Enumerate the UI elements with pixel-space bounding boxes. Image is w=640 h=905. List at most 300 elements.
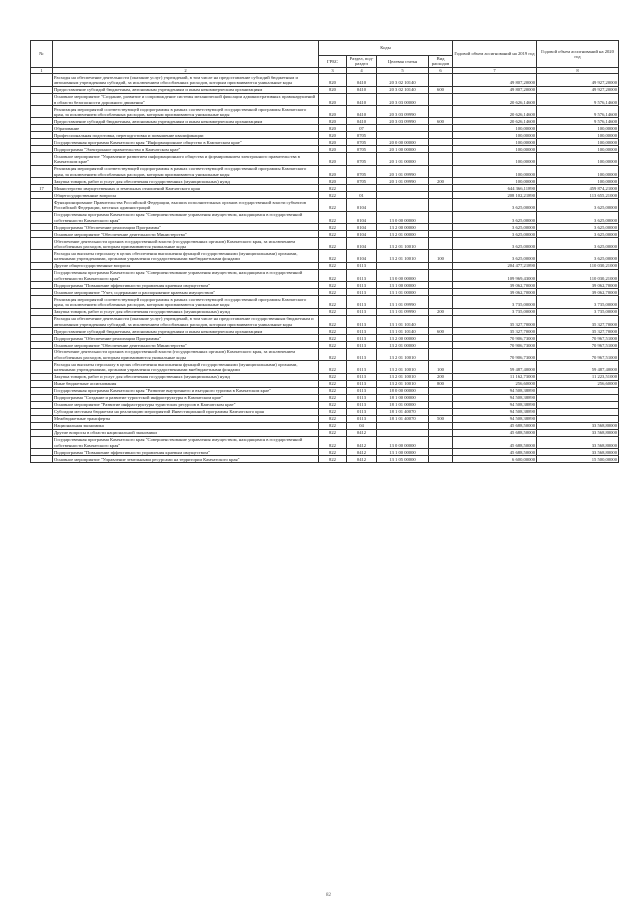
- row-grbs: 820: [319, 86, 347, 93]
- row-sum-2019: 59 487,40000: [453, 361, 537, 373]
- table-row: [31, 456, 619, 463]
- row-expense-type: [429, 237, 453, 249]
- row-number: [31, 153, 53, 165]
- table-row: [31, 415, 619, 422]
- row-sum-2020: 9 576,14600: [537, 118, 619, 125]
- row-name: Предоставление субсидий бюджетным, автономным учреждениям и иным некоммерческим организациям: [53, 327, 319, 334]
- row-target-article: 13 0 00 00000: [377, 436, 429, 448]
- row-sum-2020: 3 625,00000: [537, 199, 619, 211]
- row-number: [31, 429, 53, 436]
- row-grbs: 822: [319, 449, 347, 456]
- row-grbs: 820: [319, 125, 347, 132]
- row-expense-type: [429, 456, 453, 463]
- row-sum-2019: 39 062,70000: [453, 282, 537, 289]
- row-name: Государственная программа Камчатского края "Информационное общество в Камчатском крае": [53, 139, 319, 146]
- row-target-article: 20 3 03 09990: [377, 106, 429, 118]
- row-name: Функционирование Правительства Российской Федерации, высших исполнительных органов государственной власти субъектов Российской Федерации, местных администраций: [53, 199, 319, 211]
- table-row: [31, 334, 619, 341]
- row-grbs: 822: [319, 422, 347, 429]
- row-number: [31, 199, 53, 211]
- row-expense-type: [429, 341, 453, 348]
- row-sum-2019: 94 508,38890: [453, 401, 537, 408]
- row-grbs: 820: [319, 93, 347, 105]
- row-section: 0705: [347, 139, 377, 146]
- row-sum-2020: 110 030,21000: [537, 269, 619, 281]
- row-name: Другие вопросы в области национальной экономики: [53, 429, 319, 436]
- row-sum-2019: 644 366,11890: [453, 185, 537, 192]
- row-sum-2020: [537, 408, 619, 415]
- row-expense-type: [429, 106, 453, 118]
- row-grbs: 822: [319, 315, 347, 327]
- row-section: 0113: [347, 401, 377, 408]
- row-expense-type: 200: [429, 308, 453, 315]
- row-number: [31, 394, 53, 401]
- row-grbs: 820: [319, 74, 347, 86]
- row-name: Подпрограмма "Создание и развитие туристской инфраструктуры в Камчатском крае": [53, 394, 319, 401]
- row-grbs: 822: [319, 296, 347, 308]
- row-section: 0113: [347, 262, 377, 269]
- row-number: [31, 334, 53, 341]
- row-sum-2020: 33 568,80000: [537, 449, 619, 456]
- row-number: [31, 436, 53, 448]
- row-section: 0113: [347, 373, 377, 380]
- table-row: [31, 93, 619, 105]
- row-grbs: 820: [319, 106, 347, 118]
- row-section: 0113: [347, 361, 377, 373]
- row-section: 0104: [347, 211, 377, 223]
- row-expense-type: [429, 429, 453, 436]
- row-sum-2020: 49 927,20000: [537, 74, 619, 86]
- row-sum-2019: 45 688,50000: [453, 422, 537, 429]
- row-section: 0104: [347, 223, 377, 230]
- row-sum-2019: 94 508,38890: [453, 408, 537, 415]
- row-target-article: 18 1 01 40070: [377, 408, 429, 415]
- row-expense-type: 600: [429, 118, 453, 125]
- row-grbs: 822: [319, 456, 347, 463]
- header-sum-2019: Годовой объем ассигнований на 2019 год: [453, 41, 537, 68]
- row-number: [31, 74, 53, 86]
- row-section: 0410: [347, 118, 377, 125]
- row-number: [31, 93, 53, 105]
- row-expense-type: [429, 132, 453, 139]
- row-target-article: 13 2 01 10010: [377, 361, 429, 373]
- row-sum-2019: 100,00000: [453, 146, 537, 153]
- row-sum-2020: 3 625,00000: [537, 237, 619, 249]
- table-row: [31, 289, 619, 296]
- row-grbs: 822: [319, 289, 347, 296]
- row-name: Общегосударственные вопросы: [53, 192, 319, 199]
- row-name: Закупка товаров, работ и услуг для обеспечения государственных (муниципальных) нужд: [53, 308, 319, 315]
- row-number: [31, 341, 53, 348]
- row-name: Расходы на выплаты персоналу в целях обеспечения выполнения функций государственными (муниципальными) органами, казенными учреждениями, органами управления государственными внебюджетными фондами: [53, 361, 319, 373]
- row-sum-2019: 3 625,00000: [453, 237, 537, 249]
- row-name: Обеспечение деятельности органов государственной власти (государственных органов) Камчатского края, за исключением обособленных расходов, которым присваиваются уникальные коды: [53, 348, 319, 360]
- row-grbs: 822: [319, 415, 347, 422]
- table-row: [31, 429, 619, 436]
- row-number: [31, 449, 53, 456]
- header-codes-group: Коды: [319, 41, 453, 56]
- row-sum-2020: 11 223,51000: [537, 373, 619, 380]
- row-sum-2019: 3 625,00000: [453, 211, 537, 223]
- row-grbs: 822: [319, 373, 347, 380]
- row-section: [347, 185, 377, 192]
- row-expense-type: [429, 387, 453, 394]
- row-section: 0113: [347, 269, 377, 281]
- row-name: Основное мероприятие "Создание, развитие и сопровождение системы механической фиксации административных правонарушений в области безопасности дорожного движения": [53, 93, 319, 105]
- row-sum-2020: 3 625,00000: [537, 211, 619, 223]
- row-expense-type: [429, 165, 453, 177]
- row-expense-type: [429, 146, 453, 153]
- row-section: 0104: [347, 230, 377, 237]
- row-section: 0705: [347, 132, 377, 139]
- row-expense-type: [429, 282, 453, 289]
- row-sum-2020: 70 967,51000: [537, 348, 619, 360]
- row-number: [31, 282, 53, 289]
- row-name: Государственная программа Камчатского края "Совершенствование управления имуществом, находящимся в государственной собственности Камчатского края": [53, 211, 319, 223]
- row-sum-2019: 35 327,70000: [453, 327, 537, 334]
- row-section: 0113: [347, 327, 377, 334]
- row-grbs: 822: [319, 237, 347, 249]
- row-sum-2020: 256,60000: [537, 380, 619, 387]
- row-target-article: 13 2 01 10010: [377, 380, 429, 387]
- row-name: Межбюджетные трансферты: [53, 415, 319, 422]
- row-name: Предоставление субсидий бюджетным, автономным учреждениям и иным некоммерческим организациям: [53, 86, 319, 93]
- table-row: [31, 422, 619, 429]
- row-number: [31, 146, 53, 153]
- row-sum-2019: 49 807,20000: [453, 86, 537, 93]
- header-grbs: ГРБС: [319, 56, 347, 68]
- table-row: [31, 436, 619, 448]
- row-sum-2019: 3 625,00000: [453, 223, 537, 230]
- table-row: [31, 401, 619, 408]
- row-section: 0104: [347, 237, 377, 249]
- row-number: [31, 269, 53, 281]
- row-sum-2020: 100,00000: [537, 132, 619, 139]
- table-row: [31, 230, 619, 237]
- row-sum-2019: 204 477,21890: [453, 262, 537, 269]
- row-section: 0412: [347, 436, 377, 448]
- row-target-article: 20 3 02 10140: [377, 86, 429, 93]
- row-grbs: 822: [319, 408, 347, 415]
- row-name: Основное мероприятие "Обеспечение деятельности Министерства": [53, 341, 319, 348]
- col-number-8: 8: [537, 67, 619, 73]
- row-section: 0113: [347, 282, 377, 289]
- row-sum-2019: 3 625,00000: [453, 199, 537, 211]
- row-section: 0410: [347, 106, 377, 118]
- row-sum-2020: [537, 401, 619, 408]
- table-row: [31, 211, 619, 223]
- row-name: Обеспечение деятельности органов государственной власти (государственных органов) Камчатского края, за исключением обособленных расходов, которым присваиваются уникальные коды: [53, 237, 319, 249]
- row-sum-2020: 33 568,80000: [537, 436, 619, 448]
- row-grbs: 822: [319, 401, 347, 408]
- row-number: [31, 456, 53, 463]
- col-number-5: 5: [377, 67, 429, 73]
- row-number: [31, 289, 53, 296]
- row-grbs: 822: [319, 436, 347, 448]
- row-target-article: 13 0 00 00000: [377, 211, 429, 223]
- table-row: [31, 192, 619, 199]
- row-sum-2019: 20 626,14600: [453, 106, 537, 118]
- col-number-1: 1: [31, 67, 53, 73]
- table-row: [31, 199, 619, 211]
- row-expense-type: [429, 334, 453, 341]
- row-expense-type: [429, 436, 453, 448]
- table-row: [31, 269, 619, 281]
- row-grbs: 820: [319, 139, 347, 146]
- row-grbs: 822: [319, 327, 347, 334]
- row-sum-2020: 15 500,00000: [537, 456, 619, 463]
- row-target-article: [377, 262, 429, 269]
- row-target-article: 13 1 00 00000: [377, 282, 429, 289]
- row-sum-2020: 100,00000: [537, 165, 619, 177]
- row-section: 01: [347, 192, 377, 199]
- table-row: [31, 139, 619, 146]
- row-name: Реализация мероприятий соответствующей подпрограммы в рамках соответствующей государственной программы Камчатского края, за исключением обособленных расходов, которым присваиваются уникальные коды: [53, 296, 319, 308]
- row-name: Основное мероприятие "Управление земельными ресурсами на территории Камчатского края": [53, 456, 319, 463]
- table-row: [31, 327, 619, 334]
- row-sum-2020: 35 327,70000: [537, 315, 619, 327]
- row-grbs: 822: [319, 250, 347, 262]
- header-expense-type: Вид расходов: [429, 56, 453, 68]
- row-number: 17: [31, 185, 53, 192]
- row-sum-2020: [537, 394, 619, 401]
- row-target-article: 13 2 00 00000: [377, 223, 429, 230]
- row-grbs: 822: [319, 361, 347, 373]
- row-expense-type: [429, 93, 453, 105]
- row-number: [31, 327, 53, 334]
- row-sum-2020: 100,00000: [537, 178, 619, 185]
- col-number-3: 3: [319, 67, 347, 73]
- row-sum-2020: 100,00000: [537, 139, 619, 146]
- row-number: [31, 223, 53, 230]
- row-sum-2019: 256,60000: [453, 380, 537, 387]
- row-expense-type: [429, 153, 453, 165]
- header-number: №: [31, 41, 53, 68]
- row-section: 0113: [347, 415, 377, 422]
- row-sum-2019: 3 735,00000: [453, 296, 537, 308]
- row-target-article: [377, 422, 429, 429]
- row-grbs: 820: [319, 132, 347, 139]
- row-target-article: 13 2 01 10010: [377, 237, 429, 249]
- row-number: [31, 192, 53, 199]
- row-target-article: 20 1 01 09990: [377, 165, 429, 177]
- table-row: [31, 449, 619, 456]
- row-sum-2020: 3 625,00000: [537, 250, 619, 262]
- row-sum-2019: 100,00000: [453, 132, 537, 139]
- row-sum-2019: 94 508,38890: [453, 415, 537, 422]
- row-name: Расходы на обеспечение деятельности (оказание услуг) учреждений, в том числе на предоставление субсидий бюджетным и автономным учреждениям субсидий, за исключением обособленных расходов, которым присваиваются уникальные коды: [53, 74, 319, 86]
- row-expense-type: 200: [429, 373, 453, 380]
- row-number: [31, 361, 53, 373]
- row-target-article: 13 1 05 00000: [377, 456, 429, 463]
- row-grbs: 822: [319, 269, 347, 281]
- row-number: [31, 211, 53, 223]
- row-expense-type: 100: [429, 361, 453, 373]
- table-row: [31, 387, 619, 394]
- row-number: [31, 118, 53, 125]
- row-name: Подпрограмма "Обеспечение реализации Программы": [53, 334, 319, 341]
- row-sum-2020: 59 487,40000: [537, 361, 619, 373]
- row-name: Государственная программа Камчатского края "Развитие внутреннего и въездного туризма в Камчатском крае": [53, 387, 319, 394]
- col-number-6: 6: [429, 67, 453, 73]
- row-section: 0113: [347, 408, 377, 415]
- row-expense-type: [429, 199, 453, 211]
- row-sum-2020: 35 327,70000: [537, 327, 619, 334]
- row-grbs: 822: [319, 348, 347, 360]
- row-target-article: 20 3 03 00000: [377, 93, 429, 105]
- row-expense-type: [429, 422, 453, 429]
- row-target-article: 20 1 00 00000: [377, 146, 429, 153]
- row-section: 0412: [347, 429, 377, 436]
- table-row: [31, 262, 619, 269]
- row-sum-2019: 208 102,21890: [453, 192, 537, 199]
- row-section: 0410: [347, 86, 377, 93]
- row-section: 07: [347, 125, 377, 132]
- row-target-article: 13 0 00 00000: [377, 269, 429, 281]
- row-number: [31, 262, 53, 269]
- row-expense-type: [429, 185, 453, 192]
- row-number: [31, 165, 53, 177]
- row-sum-2020: 3 735,00000: [537, 296, 619, 308]
- row-expense-type: [429, 223, 453, 230]
- row-target-article: 13 2 01 00000: [377, 230, 429, 237]
- row-sum-2020: 100,00000: [537, 146, 619, 153]
- row-number: [31, 401, 53, 408]
- row-number: [31, 348, 53, 360]
- table-row: [31, 308, 619, 315]
- row-target-article: 13 2 01 10010: [377, 373, 429, 380]
- row-number: [31, 415, 53, 422]
- row-grbs: 822: [319, 192, 347, 199]
- row-grbs: 822: [319, 230, 347, 237]
- table-row: [31, 282, 619, 289]
- budget-allocation-table: [30, 40, 619, 463]
- table-row: [31, 361, 619, 373]
- row-expense-type: 800: [429, 380, 453, 387]
- row-expense-type: 200: [429, 178, 453, 185]
- row-number: [31, 106, 53, 118]
- row-name: Национальная экономика: [53, 422, 319, 429]
- row-target-article: 13 1 01 10140: [377, 327, 429, 334]
- row-sum-2019: 20 626,14600: [453, 118, 537, 125]
- row-grbs: 822: [319, 380, 347, 387]
- row-number: [31, 373, 53, 380]
- header-target-article: Целевая статья: [377, 56, 429, 68]
- row-sum-2019: 6 600,00000: [453, 456, 537, 463]
- row-grbs: 822: [319, 199, 347, 211]
- row-sum-2020: 459 874,21000: [537, 185, 619, 192]
- row-section: 0412: [347, 456, 377, 463]
- row-sum-2019: 45 688,50000: [453, 429, 537, 436]
- row-section: 0410: [347, 93, 377, 105]
- col-number-2: 2: [53, 67, 319, 73]
- row-name: Подпрограмма "Повышение эффективности управления краевым имуществом": [53, 449, 319, 456]
- row-grbs: 822: [319, 223, 347, 230]
- row-target-article: [377, 125, 429, 132]
- row-sum-2020: 39 062,70000: [537, 282, 619, 289]
- row-section: 0113: [347, 380, 377, 387]
- row-grbs: 822: [319, 394, 347, 401]
- header-sum-2020: Годовой объем ассигнований на 2020 год: [537, 41, 619, 68]
- row-section: 0113: [347, 394, 377, 401]
- row-sum-2020: 113 655,21000: [537, 192, 619, 199]
- row-sum-2019: 94 508,38890: [453, 387, 537, 394]
- budget-table-body: [31, 74, 619, 463]
- row-expense-type: [429, 192, 453, 199]
- row-number: [31, 132, 53, 139]
- table-row: [31, 394, 619, 401]
- row-target-article: 13 1 01 09990: [377, 296, 429, 308]
- row-sum-2020: 100,00000: [537, 153, 619, 165]
- row-grbs: 822: [319, 185, 347, 192]
- row-grbs: 822: [319, 429, 347, 436]
- row-section: 0113: [347, 315, 377, 327]
- row-section: 04: [347, 422, 377, 429]
- row-name: Профессиональная подготовка, переподготовка и повышение квалификации: [53, 132, 319, 139]
- row-target-article: 20 1 01 09990: [377, 178, 429, 185]
- col-number-7: 7: [453, 67, 537, 73]
- row-number: [31, 387, 53, 394]
- row-target-article: 20 0 00 00000: [377, 139, 429, 146]
- row-number: [31, 315, 53, 327]
- row-name: Предоставление субсидий бюджетным, автономным учреждениям и иным некоммерческим организациям: [53, 118, 319, 125]
- row-target-article: 13 2 01 10010: [377, 250, 429, 262]
- row-expense-type: [429, 230, 453, 237]
- row-name: Расходы на выплаты персоналу в целях обеспечения выполнения функций государственными (муниципальными) органами, казенными учреждениями, органами управления государственными внебюджетными фондами: [53, 250, 319, 262]
- table-row: [31, 178, 619, 185]
- row-sum-2019: 45 688,50000: [453, 436, 537, 448]
- header-section: Раздел, под-раздел: [347, 56, 377, 68]
- row-section: 0412: [347, 449, 377, 456]
- row-name: Министерство имущественных и земельных отношений Камчатского края: [53, 185, 319, 192]
- table-row: [31, 341, 619, 348]
- row-sum-2019: 45 688,50000: [453, 449, 537, 456]
- row-sum-2019: 3 625,00000: [453, 230, 537, 237]
- row-sum-2020: 9 576,14600: [537, 93, 619, 105]
- table-row: [31, 74, 619, 86]
- row-section: 0113: [347, 387, 377, 394]
- table-row: [31, 185, 619, 192]
- row-grbs: 822: [319, 387, 347, 394]
- row-name: Государственная программа Камчатского края "Совершенствование управления имуществом, находящимся в государственной собственности Камчатского края": [53, 269, 319, 281]
- row-sum-2020: 70 967,51000: [537, 334, 619, 341]
- row-sum-2019: 109 969,43000: [453, 269, 537, 281]
- row-target-article: 13 2 00 00000: [377, 334, 429, 341]
- row-target-article: 20 1 01 00000: [377, 153, 429, 165]
- row-target-article: 18 1 00 00000: [377, 394, 429, 401]
- row-expense-type: [429, 262, 453, 269]
- row-number: [31, 380, 53, 387]
- table-row: [31, 153, 619, 165]
- row-sum-2020: 3 625,00000: [537, 230, 619, 237]
- row-sum-2020: [537, 387, 619, 394]
- row-sum-2019: 11 162,73000: [453, 373, 537, 380]
- row-grbs: 822: [319, 334, 347, 341]
- row-expense-type: 500: [429, 415, 453, 422]
- row-expense-type: [429, 401, 453, 408]
- table-row: [31, 132, 619, 139]
- row-name: Иные бюджетные ассигнования: [53, 380, 319, 387]
- row-expense-type: [429, 211, 453, 223]
- row-expense-type: [429, 269, 453, 281]
- row-section: 0104: [347, 199, 377, 211]
- row-expense-type: [429, 315, 453, 327]
- row-name: Подпрограмма "Электронное правительство в Камчатском крае": [53, 146, 319, 153]
- row-target-article: 20 3 02 10140: [377, 74, 429, 86]
- row-sum-2019: 70 906,73000: [453, 334, 537, 341]
- table-row: [31, 348, 619, 360]
- row-name: Закупка товаров, работ и услуг для обеспечения государственных (муниципальных) нужд: [53, 373, 319, 380]
